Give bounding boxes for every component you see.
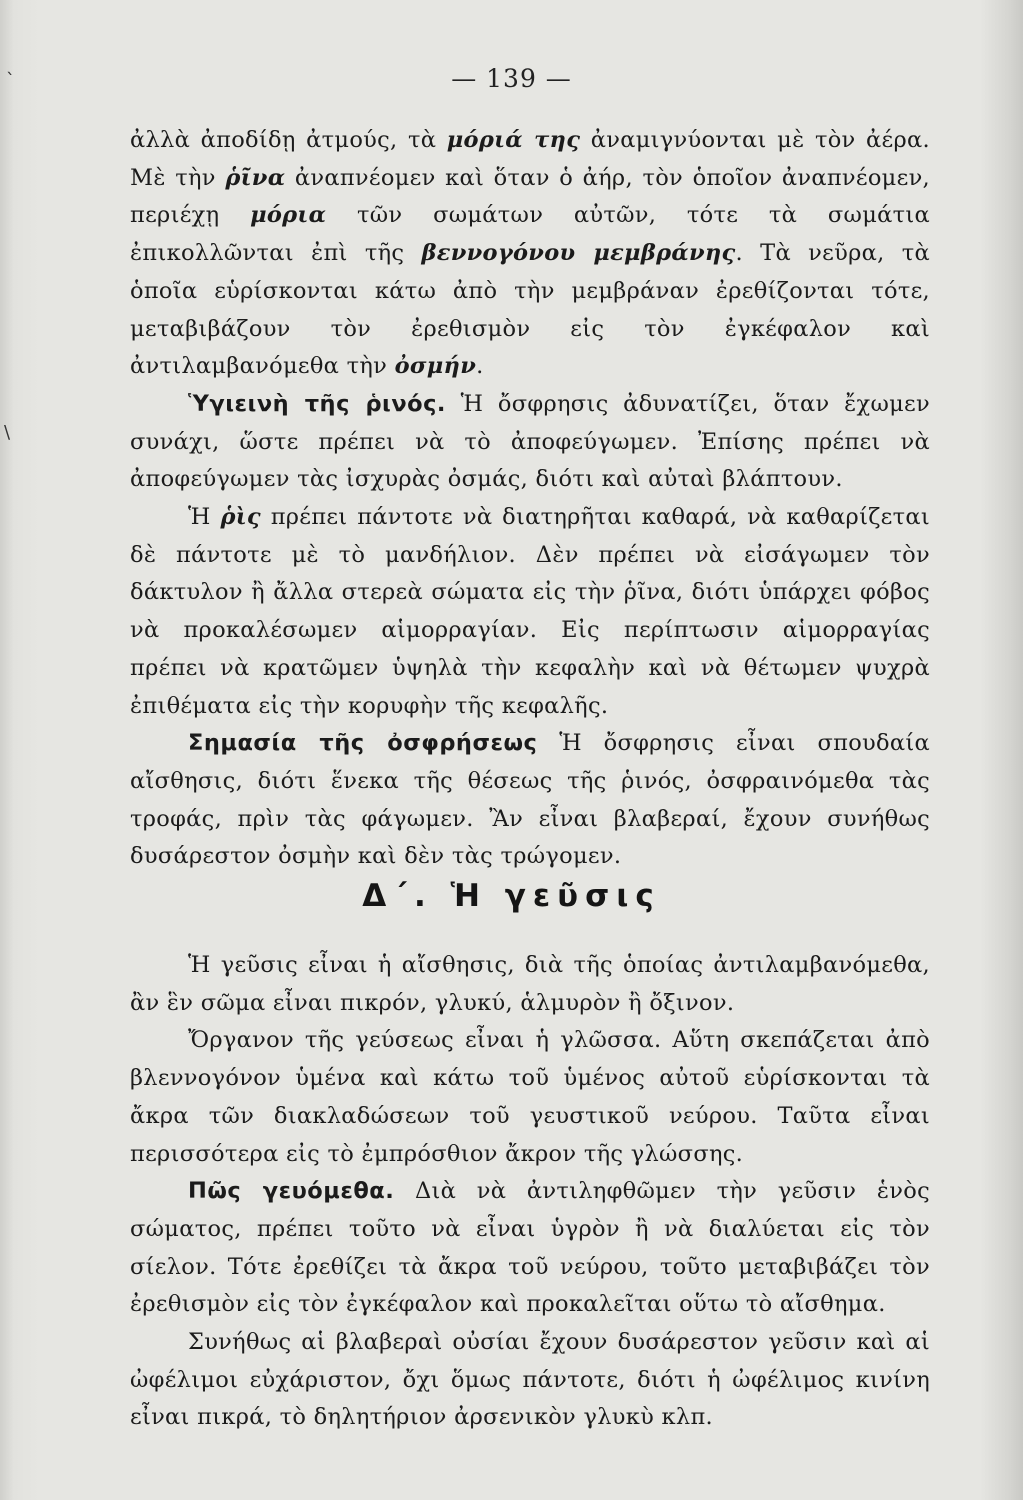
text-block-olfaction: [130, 122, 930, 876]
emphasis-term: ῥῖνα: [225, 164, 286, 191]
paragraph-nose-hygiene: Ὑγιεινὴ τῆς ῥινός. Ἡ ὄσφρησις ἀδυνατίζει, ὅταν ἔχωμεν συνάχι, ὥστε πρέπει νὰ τὸ ἀποφεύγωμεν. Ἐπίσης πρέπει νὰ ἀποφεύγωμεν τὰς ἰσχυρὰς ὀσμάς, διότι καὶ αὐταὶ βλάπτουν.: [130, 390, 930, 493]
paragraph-taste-harmful: Συνήθως αἱ βλαβεραὶ οὐσίαι ἔχουν δυσάρεστον γεῦσιν καὶ αἱ ὠφέλιμοι εὐχάριστον, ὄχι ὅμως πάντοτε, διότι ἡ ὠφέλιμος κινίνη εἶναι πικρά, τὸ δηλητήριον ἀρσενικὸν γλυκὺ κλπ.: [130, 1329, 930, 1431]
emphasis-term: μόρια: [250, 202, 327, 229]
subheading-smell-importance: Σημασία τῆς ὀσφρήσεως: [188, 730, 538, 757]
paragraph-taste-definition: Ἡ γεῦσις εἶναι ἡ αἴσθησις, διὰ τῆς ὁποίας ἀντιλαμβανόμεθα, ἂν ἓν σῶμα εἶναι πικρόν, γλυκύ, ἁλμυρὸν ἢ ὄξινον.: [130, 952, 930, 1016]
margin-mark: `: [6, 70, 15, 91]
emphasis-term: ῥὶς: [220, 504, 261, 531]
margin-mark: \: [4, 422, 11, 443]
paragraph-how-we-taste: Πῶς γευόμεθα. Διὰ νὰ ἀντιληφθῶμεν τὴν γεῦσιν ἑνὸς σώματος, πρέπει τοῦτο νὰ εἶναι ὑγρὸν ἢ νὰ διαλύεται εἰς τὸν σίελον. Τότε ἐρεθίζει τὰ ἄκρα τοῦ νεύρου, τοῦτο μεταβιβάζει τὸν ἐρεθισμὸν εἰς τὸν ἐγκέφαλον καὶ προκαλεῖται οὕτω τὸ αἴσθημα.: [130, 1178, 930, 1318]
emphasis-term: μόριά της: [446, 127, 581, 153]
page-number: — 139 —: [451, 64, 572, 93]
subheading-nose-hygiene: Ὑγιεινὴ τῆς ῥινός.: [188, 390, 446, 417]
section-title-taste: Δ΄. Ἡ γεῦσις: [362, 878, 661, 914]
paragraph-smell-importance: Σημασία τῆς ὀσφρήσεως Ἡ ὄσφρησις εἶναι σπουδαία αἴσθησις, διότι ἕνεκα τῆς θέσεως τῆς ῥινός, ὀσφραινόμεθα τὰς τροφάς, πρὶν τὰς φάγωμεν. Ἂν εἶναι βλαβεραί, ἔχουν συνήθως δυσάρεστον ὀσμὴν καὶ δὲν τὰς τρώγομεν.: [130, 730, 930, 870]
emphasis-term: βεννογόνου μεμβράνης: [421, 240, 736, 267]
text-block-taste: [130, 947, 930, 1437]
paragraph-taste-organ: Ὄργανον τῆς γεύσεως εἶναι ἡ γλῶσσα. Αὕτη σκεπάζεται ἀπὸ βλεννογόνον ὑμένα καὶ κάτω τοῦ ὑμένος αὐτοῦ εὑρίσκονται τὰ ἄκρα τῶν διακλαδώσεων τοῦ γευστικοῦ νεύρου. Ταῦτα εἶναι περισσότερα εἰς τὸ ἐμπρόσθιον ἄκρον τῆς γλώσσης.: [130, 1027, 930, 1167]
subheading-how-we-taste: Πῶς γευόμεθα.: [188, 1178, 395, 1205]
emphasis-term: ὀσμήν: [394, 353, 477, 380]
paragraph-smell-mechanism: ἀλλὰ ἀποδίδῃ ἀτμούς, τὰ μόριά της ἀναμιγνύονται μὲ τὸν ἀέρα. Μὲ τὴν ῥῖνα ἀναπνέομεν καὶ ὅταν ὁ ἀήρ, τὸν ὁποῖον ἀναπνέομεν, περιέχῃ μόρια τῶν σωμάτων αὐτῶν, τότε τὰ σωμάτια ἐπικολλῶνται ἐπὶ τῆς βεννογόνου μεμβράνης. Τὰ νεῦρα, τὰ ὁποῖα εὑρίσκονται κάτω ἀπὸ τὴν μεμβράναν ἐρεθίζονται τότε, μεταβιβάζουν τὸν ἐρεθισμὸν εἰς τὸν ἐγκέφαλον καὶ ἀντιλαμβανόμεθα τὴν ὀσμήν.: [130, 127, 930, 380]
paragraph-nose-care: Ἡ ῥὶς πρέπει πάντοτε νὰ διατηρῆται καθαρά, νὰ καθαρίζεται δὲ πάντοτε μὲ τὸ μανδήλιον. Δὲν πρέπει νὰ εἰσάγωμεν τὸν δάκτυλον ἢ ἄλλα στερεὰ σώματα εἰς τὴν ῥῖνα, διότι ὑπάρχει φόβος νὰ προκαλέσωμεν αἱμορραγίαν. Εἰς περίπτωσιν αἱμορραγίας πρέπει νὰ κρατῶμεν ὑψηλὰ τὴν κεφαλὴν καὶ νὰ θέτωμεν ψυχρὰ ἐπιθέματα εἰς τὴν κορυφὴν τῆς κεφαλῆς.: [130, 504, 931, 719]
